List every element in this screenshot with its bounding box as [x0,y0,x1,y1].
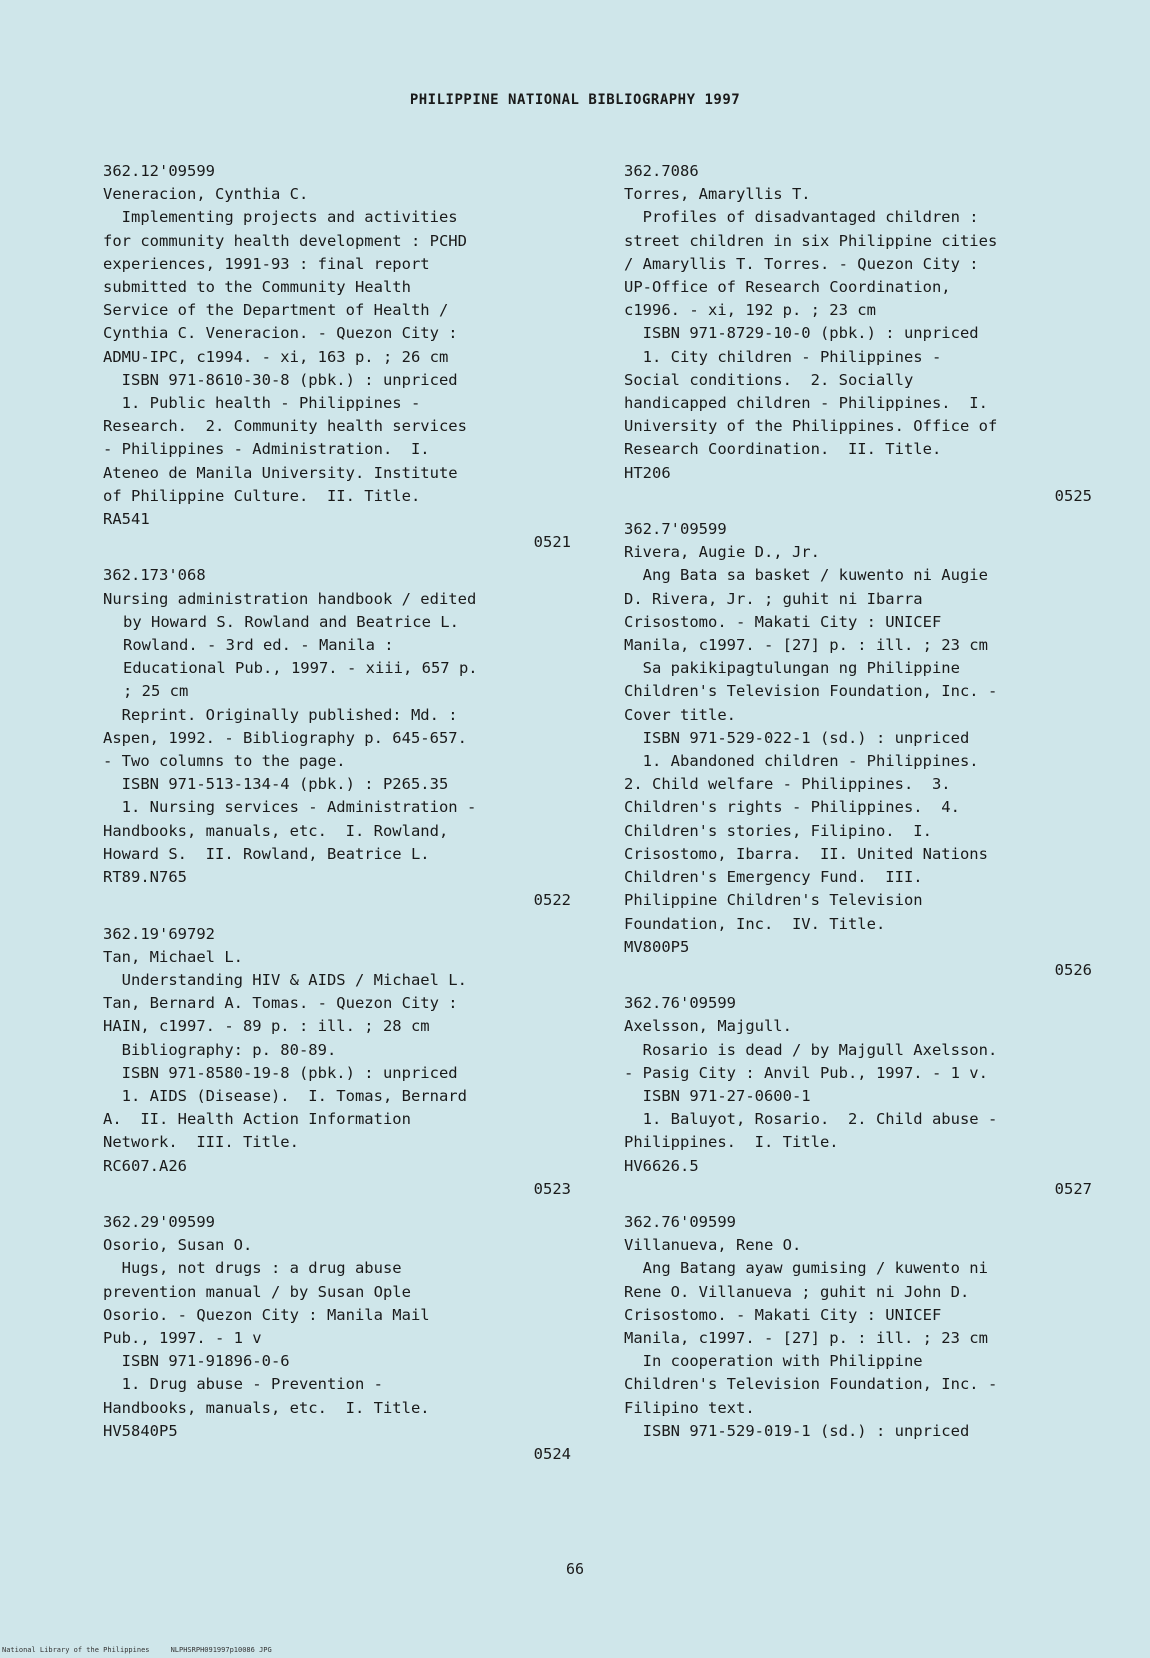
entry-line: Crisostomo, Ibarra. II. United Nations [624,844,988,863]
right-column [624,160,1092,1443]
entry-line: 1. Drug abuse - Prevention - [103,1375,383,1394]
entry-line: Howard S. II. Rowland, Beatrice L. [103,844,430,863]
entry-number: 0523 [533,1179,571,1198]
entry-line: RC607.A26 [103,1156,187,1175]
entry-line: ISBN 971-91896-0-6 [103,1352,290,1371]
entry-line: - Two columns to the page. [103,752,346,771]
entry-line: Philippines. I. Title. [624,1133,839,1152]
entry-line: Tan, Michael L. [103,947,243,966]
entry-line: c1996. - xi, 192 p. ; 23 cm [624,301,876,320]
entry-line: Tan, Bernard A. Tomas. - Quezon City : [103,994,458,1013]
entry-line: Cynthia C. Veneracion. - Quezon City : [103,324,458,343]
entry-line: 1. Nursing services - Administration - [103,798,477,817]
page-header: PHILIPPINE NATIONAL BIBLIOGRAPHY 1997 [409,92,741,108]
entry-line: Children's Television Foundation, Inc. - [624,1375,998,1394]
entry-line: Social conditions. 2. Socially [624,370,914,389]
entry-line: Research Coordination. II. Title. [624,440,942,459]
entry-line: Rene O. Villanueva ; guhit ni John D. [624,1282,970,1301]
entry-line: ISBN 971-529-019-1 (sd.) : unpriced [624,1421,970,1440]
entry-line: 1. Baluyot, Rosario. 2. Child abuse - [624,1110,998,1129]
entry-line: 1. Public health - Philippines - [103,394,421,413]
entry-line: Children's rights - Philippines. 4. [624,798,960,817]
entry-line: RA541 [103,510,150,529]
entry-line: Pub., 1997. - 1 v [103,1328,262,1347]
bibliography-entry [103,1211,571,1466]
entry-line: ISBN 971-8610-30-8 (pbk.) : unpriced [103,370,458,389]
entry-line: Children's Television Foundation, Inc. - [624,682,998,701]
entry-line: Children's stories, Filipino. I. [624,821,932,840]
entry-line: University of the Philippines. Office of [624,417,998,436]
entry-line: UP-Office of Research Coordination, [624,278,951,297]
bibliography-entry [624,1211,1092,1443]
entry-line: experiences, 1991-93 : final report [103,254,430,273]
left-column [103,160,571,1466]
entry-line: ISBN 971-8580-19-8 (pbk.) : unpriced [103,1063,458,1082]
entry-line: street children in six Philippine cities [624,231,998,250]
entry-line: MV800P5 [624,937,690,956]
entry-line: ; 25 cm [123,682,189,701]
entry-line: for community health development : PCHD [103,231,467,250]
bibliography-entry [103,564,571,912]
entry-line: Philippine Children's Television [624,891,923,910]
entry-line: 362.173'068 [103,566,206,585]
entry-line: Ateneo de Manila University. Institute [103,463,458,482]
entry-line: Axelsson, Majgull. [624,1017,792,1036]
entry-line: Service of the Department of Health / [103,301,449,320]
entry-line: Crisostomo. - Makati City : UNICEF [624,612,942,631]
bibliography-entry [624,518,1092,982]
entry-line: Sa pakikipagtulungan ng Philippine [624,659,960,678]
entry-line: of Philippine Culture. II. Title. [103,486,421,505]
entry-line: prevention manual / by Susan Ople [103,1282,411,1301]
entry-line: Osorio. - Quezon City : Manila Mail [103,1305,430,1324]
entry-line: 362.76'09599 [624,1212,736,1231]
entry-line: 2. Child welfare - Philippines. 3. [624,775,951,794]
entry-line: HV6626.5 [624,1156,699,1175]
entry-line: Research. 2. Community health services [103,417,467,436]
entry-line: HAIN, c1997. - 89 p. : ill. ; 28 cm [103,1017,430,1036]
entry-line: 362.76'09599 [624,994,736,1013]
bibliography-entry [624,160,1092,508]
entry-line: Osorio, Susan O. [103,1236,253,1255]
entry-number: 0521 [533,533,571,552]
entry-line: handicapped children - Philippines. I. [624,394,988,413]
entry-line: Profiles of disadvantaged children : [624,208,979,227]
entry-line: Network. III. Title. [103,1133,299,1152]
entry-line: 362.7086 [624,162,699,180]
entry-line: Foundation, Inc. IV. Title. [624,914,886,933]
entry-line: Rowland. - 3rd ed. - Manila : [123,636,394,655]
entry-line: Rosario is dead / by Majgull Axelsson. [624,1040,998,1059]
entry-line: Hugs, not drugs : a drug abuse [103,1259,402,1278]
entry-line: Manila, c1997. - [27] p. : ill. ; 23 cm [624,1328,988,1347]
entry-line: 362.12'09599 [103,162,215,180]
entry-line: 1. AIDS (Disease). I. Tomas, Bernard [103,1086,467,1105]
entry-line: Implementing projects and activities [103,208,458,227]
entry-line: Bibliography: p. 80-89. [103,1040,337,1059]
entry-line: ISBN 971-513-134-4 (pbk.) : P265.35 [103,775,449,794]
entry-line: / Amaryllis T. Torres. - Quezon City : [624,254,979,273]
page-number: 66 [565,1560,585,1578]
entry-line: ISBN 971-529-022-1 (sd.) : unpriced [624,728,970,747]
entry-line: Manila, c1997. - [27] p. : ill. ; 23 cm [624,636,988,655]
entry-line: ADMU-IPC, c1994. - xi, 163 p. ; 26 cm [103,347,449,366]
entry-line: - Pasig City : Anvil Pub., 1997. - 1 v. [624,1063,988,1082]
entry-number: 0527 [1054,1179,1092,1198]
entry-line: ISBN 971-27-0600-1 [624,1086,811,1105]
entry-line: submitted to the Community Health [103,278,411,297]
entry-line: Children's Emergency Fund. III. [624,868,923,887]
bibliography-entry [103,923,571,1201]
entry-line: Veneracion, Cynthia C. [103,185,309,204]
entry-line: 362.19'69792 [103,924,215,943]
entry-line: Reprint. Originally published: Md. : [103,705,458,724]
entry-line: Cover title. [624,705,736,724]
entry-line: Crisostomo. - Makati City : UNICEF [624,1305,942,1324]
entry-line: RT89.N765 [103,868,187,887]
entry-line: HT206 [624,463,671,482]
entry-line: Handbooks, manuals, etc. I. Rowland, [103,821,449,840]
entry-line: Torres, Amaryllis T. [624,185,811,204]
entry-number: 0522 [533,891,571,910]
entry-line: Ang Batang ayaw gumising / kuwento ni [624,1259,988,1278]
entry-line: Understanding HIV & AIDS / Michael L. [103,970,467,989]
entry-line: Educational Pub., 1997. - xiii, 657 p. [123,659,478,678]
bibliography-entry [103,160,571,554]
entry-line: Villanueva, Rene O. [624,1236,802,1255]
entry-number: 0526 [1054,960,1092,979]
entry-line: 362.29'09599 [103,1212,215,1231]
entry-line: A. II. Health Action Information [103,1110,411,1129]
entry-number: 0524 [533,1444,571,1463]
entry-line: 1. Abandoned children - Philippines. [624,752,979,771]
entry-line: Filipino text. [624,1398,755,1417]
source-line: National Library of the Philippines NLPHSRPH091997p10086 JPG [2,1646,272,1654]
entry-line: Rivera, Augie D., Jr. [624,543,820,562]
entry-line: Aspen, 1992. - Bibliography p. 645-657. [103,728,467,747]
entry-line: 1. City children - Philippines - [624,347,942,366]
entry-line: Nursing administration handbook / edited [103,589,477,608]
entry-line: Handbooks, manuals, etc. I. Title. [103,1398,430,1417]
entry-line: ISBN 971-8729-10-0 (pbk.) : unpriced [624,324,979,343]
entry-line: - Philippines - Administration. I. [103,440,430,459]
entry-line: D. Rivera, Jr. ; guhit ni Ibarra [624,589,923,608]
bibliography-entry [624,992,1092,1201]
entry-line: by Howard S. Rowland and Beatrice L. [123,612,459,631]
entry-number: 0525 [1054,486,1092,505]
entry-line: Ang Bata sa basket / kuwento ni Augie [624,566,988,585]
entry-line: In cooperation with Philippine [624,1352,923,1371]
entry-line: 362.7'09599 [624,520,727,539]
entry-line: HV5840P5 [103,1421,178,1440]
